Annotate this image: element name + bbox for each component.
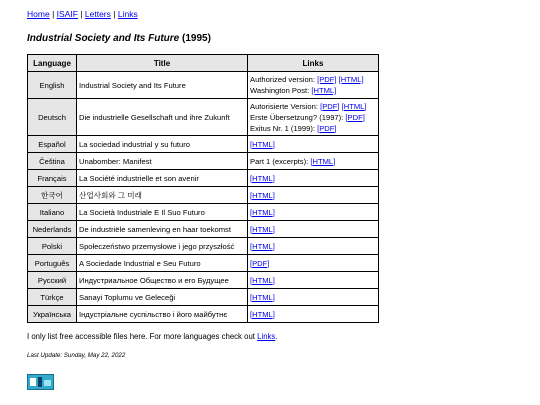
cell-links xyxy=(248,238,379,255)
cell-title: Unabomber: Manifest xyxy=(77,153,248,170)
cell-links xyxy=(248,306,379,323)
badge-image-part xyxy=(38,377,42,387)
cell-links xyxy=(248,272,379,289)
document-link[interactable]: [PDF] xyxy=(317,123,337,133)
table-row xyxy=(28,255,379,272)
nav-link-links[interactable]: Links xyxy=(117,9,138,19)
link-line xyxy=(250,190,376,201)
document-link[interactable]: [HTML] xyxy=(250,275,275,285)
cell-language: Français xyxy=(28,170,77,187)
link-line-label: Washington Post: xyxy=(250,86,312,95)
link-line-label: Authorized version: xyxy=(250,75,318,84)
cell-language: Español xyxy=(28,136,77,153)
link-line xyxy=(250,156,376,167)
table-row xyxy=(28,170,379,187)
table-row xyxy=(28,272,379,289)
cell-links xyxy=(248,170,379,187)
badge-image[interactable] xyxy=(27,374,54,390)
page-title-year: (1995) xyxy=(182,33,211,44)
cell-language: Nederlands xyxy=(28,221,77,238)
badge-image-part xyxy=(30,378,36,386)
page-title-text: Industrial Society and Its Future xyxy=(27,33,180,44)
table-row xyxy=(28,136,379,153)
nav-link-isaif[interactable]: ISAIF xyxy=(56,9,78,19)
last-update: Last Update: Sunday, May 22, 2022 xyxy=(27,352,126,359)
table-row xyxy=(28,72,379,99)
cell-title: La Società Industriale E Il Suo Futuro xyxy=(77,204,248,221)
page-title xyxy=(27,32,527,45)
link-line-label: Exitus Nr. 1 (1999): xyxy=(250,123,318,133)
document-link[interactable]: [HTML] xyxy=(310,156,336,166)
document-link[interactable]: [HTML] xyxy=(250,207,275,217)
cell-title: Індустріальне суспільство і його майбутнє xyxy=(77,306,248,323)
link-line xyxy=(250,224,376,235)
cell-title: 산업사회와 그 미래 xyxy=(77,187,248,204)
cell-links xyxy=(248,221,379,238)
document-link[interactable]: [HTML] xyxy=(250,173,275,183)
table-row xyxy=(28,99,379,136)
nav-link-letters[interactable]: Letters xyxy=(84,9,111,19)
table-row xyxy=(28,238,379,255)
cell-title: La sociedad industrial y su futuro xyxy=(77,136,248,153)
cell-language: English xyxy=(28,72,77,99)
link-line xyxy=(250,74,376,85)
cell-links xyxy=(248,153,379,170)
link-line xyxy=(250,85,376,96)
link-line xyxy=(250,101,376,112)
cell-language: Українська xyxy=(28,306,77,323)
table-row xyxy=(28,153,379,170)
cell-links xyxy=(248,255,379,272)
link-line xyxy=(250,309,376,320)
nav-link-home[interactable]: Home xyxy=(27,9,50,19)
cell-language: Deutsch xyxy=(28,99,77,136)
document-link[interactable]: [HTML] xyxy=(250,190,275,200)
document-link[interactable]: [PDF] xyxy=(320,101,340,111)
cell-links xyxy=(248,289,379,306)
cell-links xyxy=(248,204,379,221)
footer-note-suffix: . xyxy=(275,332,278,341)
table-header-row xyxy=(28,55,379,72)
link-line xyxy=(250,173,376,184)
document-link[interactable]: [HTML] xyxy=(250,309,275,319)
cell-title: La Société industrielle et son avenir xyxy=(77,170,248,187)
cell-title: Индустриальное Общество и его Будущее xyxy=(77,272,248,289)
top-nav xyxy=(27,9,527,21)
table-body xyxy=(28,72,379,323)
nav-separator: | xyxy=(52,9,55,19)
link-line-label: Erste Übersetzung? (1997): xyxy=(250,112,346,122)
nav-separator: | xyxy=(80,9,83,19)
footer-note xyxy=(27,332,527,342)
cell-title: De industriële samenleving en haar toekomst xyxy=(77,221,248,238)
link-line xyxy=(250,275,376,286)
cell-language: Türkçe xyxy=(28,289,77,306)
link-line xyxy=(250,139,376,150)
document-link[interactable]: [HTML] xyxy=(338,75,364,84)
table-row xyxy=(28,187,379,204)
table-row xyxy=(28,204,379,221)
document-link[interactable]: [HTML] xyxy=(250,292,275,302)
link-line xyxy=(250,258,376,269)
link-line xyxy=(250,292,376,303)
badge-image-part xyxy=(44,380,51,386)
cell-links xyxy=(248,72,379,99)
table-row xyxy=(28,289,379,306)
column-header-title: Title xyxy=(77,55,248,72)
footer-note-links-link[interactable]: Links xyxy=(257,332,276,341)
cell-title: Sanayi Toplumu ve Geleceği xyxy=(77,289,248,306)
footer-note-text: I only list free accessible files here. For more languages check out xyxy=(27,332,258,341)
cell-title: Społeczeństwo przemysłowe i jego przyszłość xyxy=(77,238,248,255)
cell-language: Português xyxy=(28,255,77,272)
nav-separator: | xyxy=(113,9,116,19)
cell-title: A Sociedade Industrial e Seu Futuro xyxy=(77,255,248,272)
document-link[interactable]: [HTML] xyxy=(250,224,275,234)
document-link[interactable]: [HTML] xyxy=(250,139,275,149)
cell-language: 한국어 xyxy=(28,187,77,204)
cell-links xyxy=(248,187,379,204)
document-link[interactable]: [PDF] xyxy=(250,258,270,268)
link-line xyxy=(250,241,376,252)
link-line xyxy=(250,123,376,134)
document-link[interactable]: [PDF] xyxy=(345,112,365,122)
cell-links xyxy=(248,99,379,136)
column-header-links: Links xyxy=(248,55,379,72)
document-link[interactable]: [HTML] xyxy=(311,86,337,95)
page-content xyxy=(27,9,527,390)
cell-language: Polski xyxy=(28,238,77,255)
link-line-label: Part 1 (excerpts): xyxy=(250,156,311,166)
table-row xyxy=(28,221,379,238)
document-link[interactable]: [HTML] xyxy=(250,241,275,251)
column-header-language: Language xyxy=(28,55,77,72)
cell-language: Italiano xyxy=(28,204,77,221)
link-line-label: Autorisierte Version: xyxy=(250,101,321,111)
cell-language: Čeština xyxy=(28,153,77,170)
cell-links xyxy=(248,136,379,153)
link-line xyxy=(250,207,376,218)
link-line xyxy=(250,112,376,123)
cell-language: Русский xyxy=(28,272,77,289)
document-link[interactable]: [HTML] xyxy=(341,101,367,111)
cell-title: Die industrielle Gesellschaft und ihre Zukunft xyxy=(77,99,248,136)
table-row xyxy=(28,306,379,323)
cell-title: Industrial Society and Its Future xyxy=(77,72,248,99)
translations-table xyxy=(27,54,379,323)
document-link[interactable]: [PDF] xyxy=(317,75,337,84)
